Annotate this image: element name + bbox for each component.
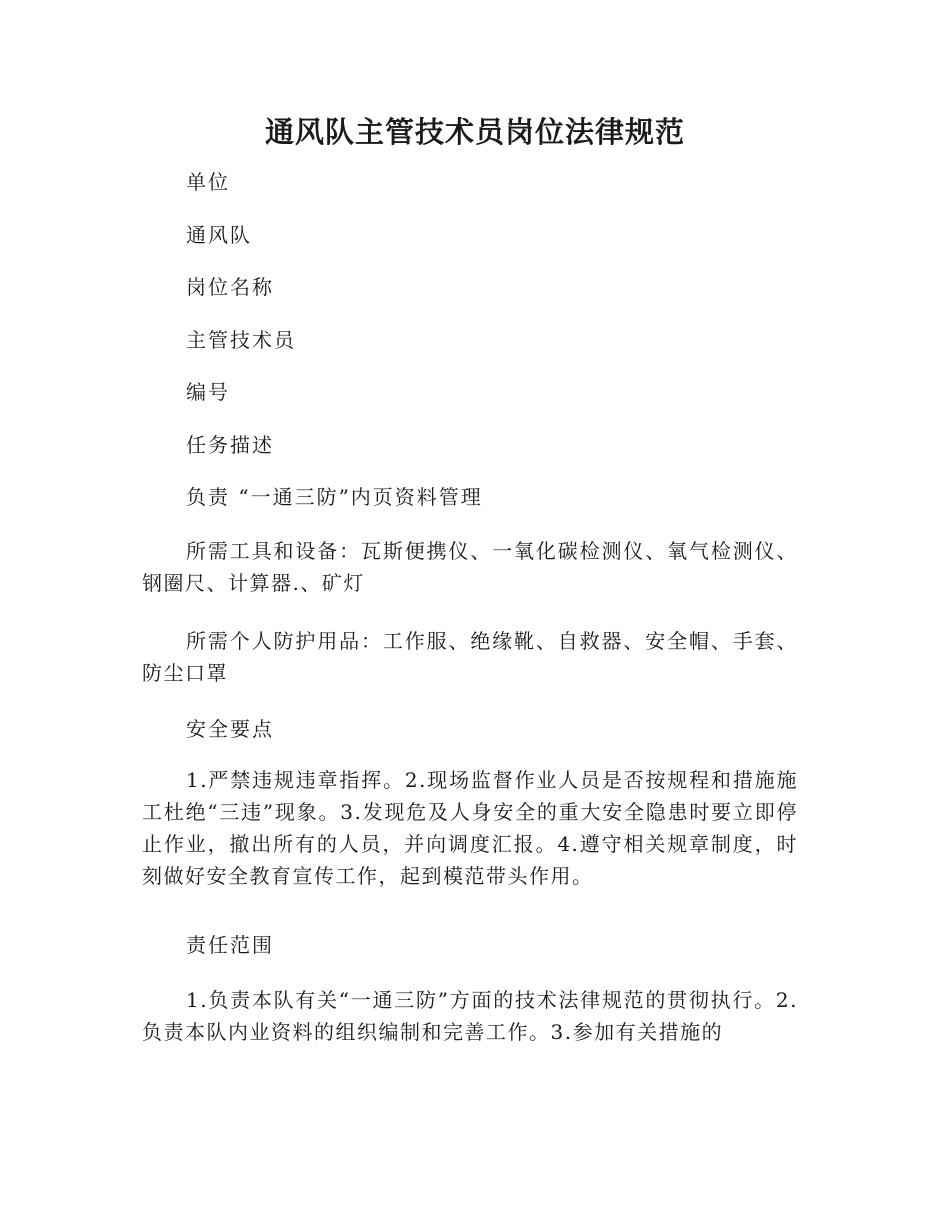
field-label-task: 任务描述 [186,433,274,457]
scope-heading: 责任范围 [186,933,274,957]
document-title: 通风队主管技术员岗位法律规范 [264,115,685,149]
field-label-position: 岗位名称 [186,275,274,299]
safety-paragraph: 1.严禁违规违章指挥。2.现场监督作业人员是否按规程和措施施工杜绝“三违”现象。3.发现危及人身安全的重大安全隐患时要立即停止作业，撤出所有的人员，并向调度汇报。4.遵守相关规章制度，时刻做好安全教育宣传工作，起到模范带头作用。 [142,768,798,888]
field-value-position: 主管技术员 [186,328,296,352]
field-value-task: 负责 “一通三防”内页资料管理 [186,485,483,509]
ppe-paragraph: 所需个人防护用品：工作服、绝缘靴、自救器、安全帽、手套、防尘口罩 [142,629,798,685]
field-label-number: 编号 [186,380,230,404]
scope-paragraph: 1.负责本队有关“一通三防”方面的技术法律规范的贯彻执行。2.负责本队内业资料的组织编制和完善工作。3.参加有关措施的 [142,988,798,1044]
tools-paragraph: 所需工具和设备：瓦斯便携仪、一氧化碳检测仪、氧气检测仪、钢圈尺、计算器.、矿灯 [142,539,798,595]
field-value-unit: 通风队 [186,223,252,247]
safety-heading: 安全要点 [186,717,274,741]
field-label-unit: 单位 [186,170,230,194]
